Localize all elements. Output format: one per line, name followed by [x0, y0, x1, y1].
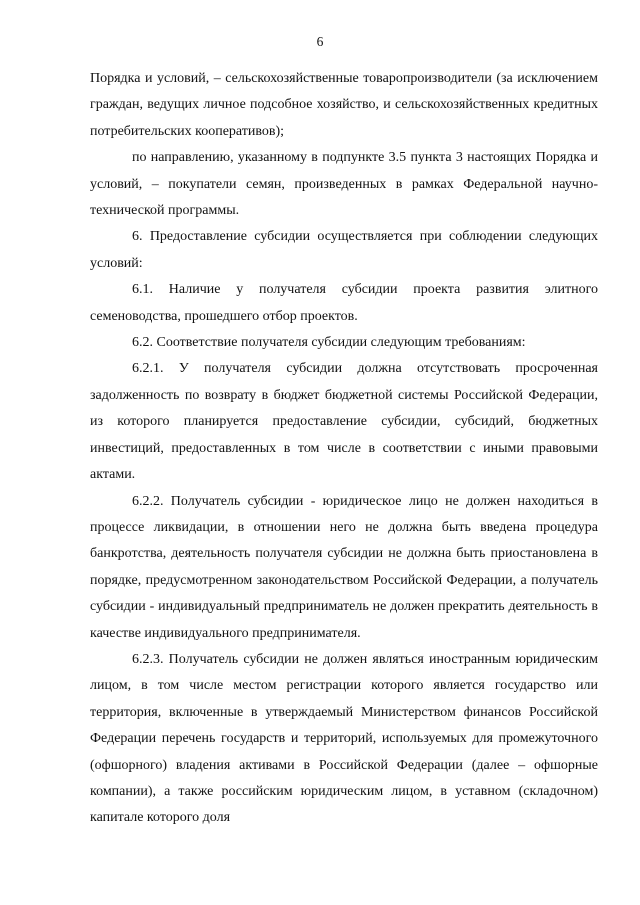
- paragraph-item-6-2-1: 6.2.1. У получателя субсидии должна отсутствовать просроченная задолженность по возврату в бюджет бюджетной системы Российской Федерации, из которого планируется предоставление субсидии, субсидий, бюджетных инвестиций, предоставленных в том числе в соответствии с иными правовыми актами.: [90, 361, 598, 483]
- paragraph-item-6-1: 6.1. Наличие у получателя субсидии проекта развития элитного семеноводства, прошедшего отбор проектов.: [90, 282, 598, 324]
- paragraph-recipients-continued: Порядка и условий, – сельскохозяйственные товаропроизводители (за исключением граждан, ведущих личное подсобное хозяйство, и сельскохозяйственных кредитных потребительских кооперативов);: [90, 71, 598, 139]
- paragraph-item-6-2-3: 6.2.3. Получатель субсидии не должен являться иностранным юридическим лицом, в том числе местом регистрации которого является государство или территория, включенные в утверждаемый Министерством финансов Российской Федерации перечень государств и территорий, используемых для промежуточного (офшорного) владения активами в Российской Федерации (далее – офшорные компании), а также российским юридическим лицом, в уставном (складочном) капитале которого доля: [90, 651, 598, 826]
- page-number: 6: [316, 34, 324, 49]
- paragraph-recipients-seeds: по направлению, указанному в подпункте 3.5 пункта 3 настоящих Порядка и условий, – покупатели семян, произведенных в рамках Федеральной научно-технической программы.: [90, 150, 598, 219]
- paragraph-item-6-2-2: 6.2.2. Получатель субсидии - юридическое лицо не должен находиться в процессе ликвидации, в отношении него не должна быть введена процедура банкротства, деятельность получателя субсидии не должна быть приостановлена в порядке, предусмотренном законодательством Российской Федерации, а получатель субсидии - индивидуальный предприниматель не должен прекратить деятельность в качестве индивидуального предпринимателя.: [90, 493, 598, 641]
- paragraph-item-6-2: 6.2. Соответствие получателя субсидии следующим требованиям:: [132, 335, 526, 351]
- document-body: [90, 66, 598, 832]
- paragraph-item-6: 6. Предоставление субсидии осуществляется при соблюдении следующих условий:: [90, 229, 598, 271]
